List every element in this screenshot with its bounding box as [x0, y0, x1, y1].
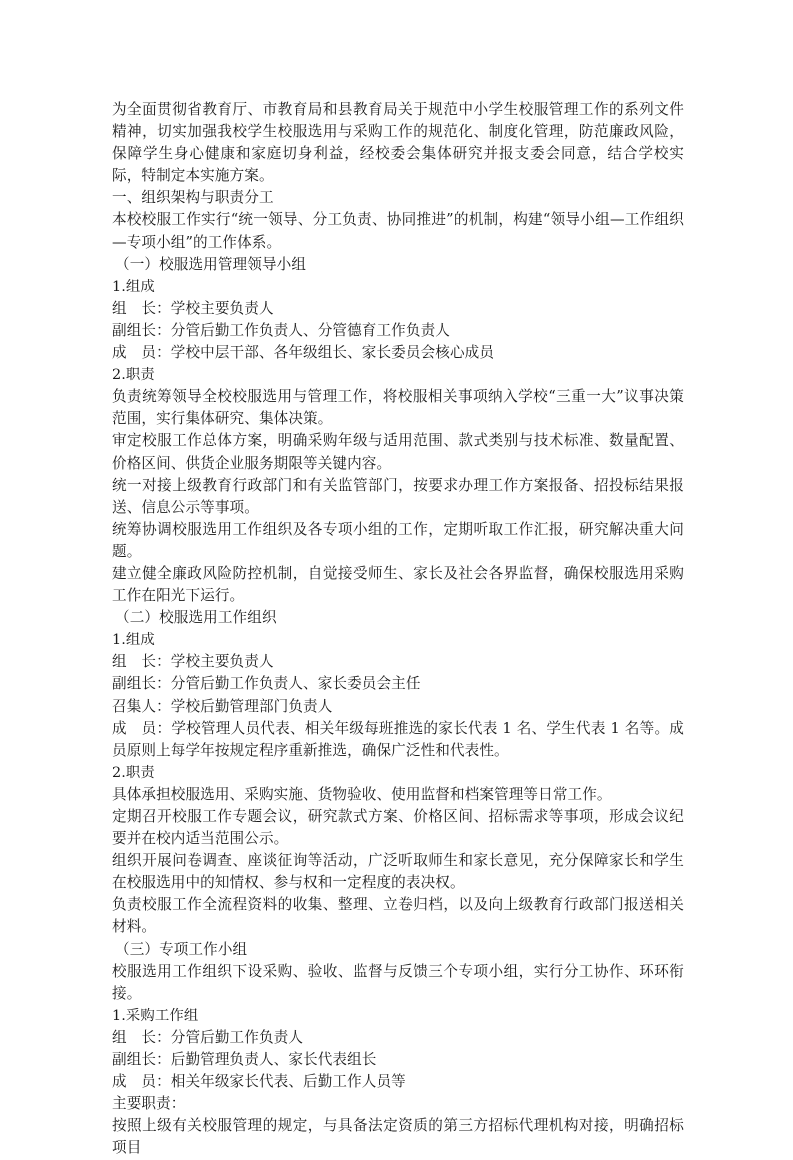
roster-convener-2: 召集人：学校后勤管理部门负责人 — [112, 697, 333, 715]
heading-duties-1: 2.职责 — [112, 367, 155, 384]
paragraph-duty-1d: 统筹协调校服选用工作组织及各专项小组的工作，定期听取工作汇报，研究解决重大问题。 — [112, 520, 684, 560]
paragraph-duty-1b: 审定校服工作总体方案，明确采购年级与适用范围、款式类别与技术标准、数量配置、价格区间、供货企业服务期限等关键内容。 — [112, 432, 684, 472]
roster-group-leader-2: 组 长：学校主要负责人 — [112, 653, 274, 671]
heading-main-duties: 主要职责： — [112, 1095, 186, 1113]
paragraph-duty-1a: 负责统筹领导全校校服选用与管理工作，将校服相关事项纳入学校“三重一大”议事决策范围，实行集体研究、集体决策。 — [112, 388, 684, 428]
document-text-body — [112, 99, 684, 1160]
heading-subsection-three: （三）专项工作小组 — [115, 940, 248, 958]
paragraph-duty-1c: 统一对接上级教育行政部门和有关监管部门，按要求办理工作方案报备、招投标结果报送、信息公示等事项。 — [112, 476, 684, 516]
paragraph-duty-2c: 组织开展问卷调查、座谈征询等活动，广泛听取师生和家长意见，充分保障家长和学生在校服选用中的知情权、参与权和一定程度的表决权。 — [112, 852, 684, 892]
paragraph-duty-2b: 定期召开校服工作专题会议，研究款式方案、价格区间、招标需求等事项，形成会议纪要并在校内适当范围公示。 — [112, 808, 684, 848]
paragraph-duty-1e: 建立健全廉政风险防控机制，自觉接受师生、家长及社会各界监督，确保校服选用采购工作在阳光下运行。 — [112, 564, 684, 605]
paragraph-duty-2a: 具体承担校服选用、采购实施、货物验收、使用监督和档案管理等日常工作。 — [112, 785, 612, 803]
heading-subsection-one: （一）校服选用管理领导小组 — [115, 255, 307, 273]
heading-subsection-two: （二）校服选用工作组织 — [115, 609, 277, 627]
paragraph-duty-2d: 负责校服工作全流程资料的收集、整理、立卷归档，以及向上级教育行政部门报送相关材料。 — [112, 896, 684, 936]
paragraph-preamble: 为全面贯彻省教育厅、市教育局和县教育局关于规范中小学生校服管理工作的系列文件精神，切实加强我校学生校服选用与采购工作的规范化、制度化管理，防范廉政风险，保障学生身心健康和家庭切身利益，经校委会集体研究并报支委会同意，结合学校实际，特制定本实施方案。 — [112, 101, 684, 185]
paragraph-section-one-lead: 本校校服工作实行“统一领导、分工负责、协同推进”的机制，构建“领导小组—工作组织—专项小组”的工作体系。 — [112, 211, 684, 251]
heading-composition-1: 1.组成 — [112, 278, 155, 295]
heading-composition-2: 1.组成 — [112, 632, 155, 649]
roster-group-leader-3: 组 长：分管后勤工作负责人 — [112, 1028, 304, 1046]
roster-members-3: 成 员：相关年级家长代表、后勤工作人员等 — [112, 1073, 406, 1091]
roster-members-2: 成 员：学校管理人员代表、相关年级每班推选的家长代表 1 名、学生代表 1 名等。成员原则上每学年按规定程序重新推选，确保广泛性和代表性。 — [112, 719, 684, 759]
roster-members-1: 成 员：学校中层干部、各年级组长、家长委员会核心成员 — [112, 344, 495, 362]
paragraph-subsection-three-lead: 校服选用工作组织下设采购、验收、监督与反馈三个专项小组，实行分工协作、环环衔接。 — [112, 962, 684, 1002]
roster-deputy-leader-2: 副组长：分管后勤工作负责人、家长委员会主任 — [112, 675, 421, 693]
heading-duties-2: 2.职责 — [112, 764, 155, 781]
roster-deputy-leader-3: 副组长：后勤管理负责人、家长代表组长 — [112, 1051, 377, 1069]
roster-group-leader-1: 组 长：学校主要负责人 — [112, 299, 274, 317]
heading-procurement-group: 1.采购工作组 — [112, 1007, 199, 1024]
paragraph-duty-3a: 按照上级有关校服管理的规定，与具备法定资质的第三方招标代理机构对接，明确招标项目 — [112, 1117, 684, 1157]
roster-deputy-leader-1: 副组长：分管后勤工作负责人、分管德育工作负责人 — [112, 321, 450, 339]
heading-section-one: 一、组织架构与职责分工 — [112, 189, 274, 207]
